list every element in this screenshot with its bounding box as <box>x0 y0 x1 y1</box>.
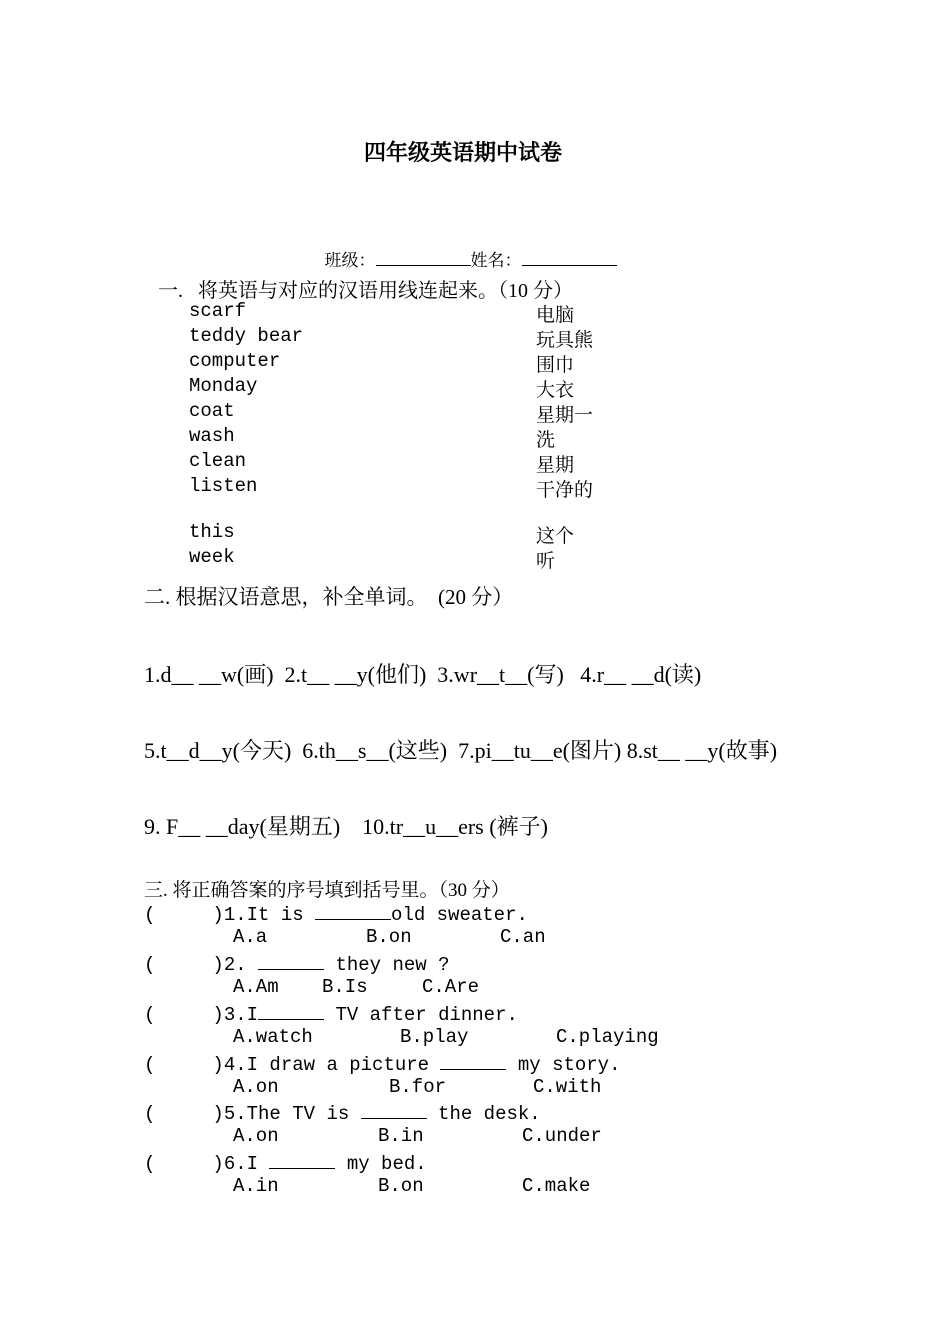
chinese-word: 这个 <box>536 526 575 547</box>
option: C.make <box>522 1175 591 1197</box>
class-blank[interactable] <box>376 247 471 266</box>
option: C.with <box>533 1076 602 1098</box>
option: B.play <box>400 1026 469 1048</box>
option: B.in <box>378 1125 424 1147</box>
question-row: ( )5.The TV is the desk. <box>144 1100 541 1125</box>
option: B.Is <box>322 976 368 998</box>
name-blank[interactable] <box>522 247 617 266</box>
option: B.on <box>378 1175 424 1197</box>
english-word: clean <box>189 450 247 472</box>
answer-blank <box>315 901 391 920</box>
question-row: ( )4.I draw a picture my story. <box>144 1051 621 1076</box>
class-label: 班级： <box>324 251 376 270</box>
question-row: ( )1.It is old sweater. <box>144 901 528 926</box>
section3-heading: 三. 将正确答案的序号填到括号里。（30 分） <box>144 880 510 901</box>
answer-paren[interactable]: ( ) <box>144 1004 224 1026</box>
english-word: this <box>189 521 235 543</box>
answer-blank <box>361 1100 427 1119</box>
option: A.Am <box>233 976 279 998</box>
answer-paren[interactable]: ( ) <box>144 1103 224 1125</box>
chinese-word: 星期 <box>536 455 575 476</box>
chinese-word: 电脑 <box>536 305 575 326</box>
chinese-word: 洗 <box>536 430 556 451</box>
english-word: Monday <box>189 375 258 397</box>
section2-heading: 二. 根据汉语意思，补全单词。 (20 分） <box>144 585 514 609</box>
option: A.in <box>233 1175 279 1197</box>
question-row: ( )3.I TV after dinner. <box>144 1001 518 1026</box>
name-label: 姓名： <box>470 251 522 270</box>
section1-heading: 一. 将英语与对应的汉语用线连起来。（10 分） <box>158 280 573 302</box>
page-title: 四年级英语期中试卷 <box>363 141 562 166</box>
english-word: teddy bear <box>189 325 304 347</box>
chinese-word: 听 <box>536 551 556 572</box>
option: A.on <box>233 1076 279 1098</box>
option: C.under <box>522 1125 602 1147</box>
student-info-line <box>316 226 617 271</box>
answer-blank <box>258 1001 324 1020</box>
fill-in-line-1: 1.d__ __w(画) 2.t__ __y(他们) 3.wr__t__(写) 4.r__ __d(读) <box>144 662 702 687</box>
option: B.on <box>366 926 412 948</box>
answer-paren[interactable]: ( ) <box>144 904 224 926</box>
fill-in-line-3: 9. F__ __day(星期五) 10.tr__u__ers (裤子) <box>144 814 548 839</box>
chinese-word: 大衣 <box>536 380 575 401</box>
english-word: wash <box>189 425 235 447</box>
english-word: scarf <box>189 300 247 322</box>
english-word: computer <box>189 350 281 372</box>
answer-paren[interactable]: ( ) <box>144 1054 224 1076</box>
answer-blank <box>440 1051 506 1070</box>
chinese-word: 围巾 <box>536 355 575 376</box>
option: C.Are <box>422 976 480 998</box>
answer-blank <box>269 1150 335 1169</box>
option: A.a <box>233 926 268 948</box>
english-word: week <box>189 546 235 568</box>
option: A.on <box>233 1125 279 1147</box>
answer-blank <box>258 951 324 970</box>
english-word: listen <box>189 475 258 497</box>
option: C.playing <box>556 1026 659 1048</box>
chinese-word: 玩具熊 <box>536 330 594 351</box>
option: C.an <box>500 926 546 948</box>
chinese-word: 干净的 <box>536 480 594 501</box>
answer-paren[interactable]: ( ) <box>144 1153 224 1175</box>
answer-paren[interactable]: ( ) <box>144 954 224 976</box>
english-word: coat <box>189 400 235 422</box>
option: A.watch <box>233 1026 313 1048</box>
fill-in-line-2: 5.t__d__y(今天) 6.th__s__(这些) 7.pi__tu__e(图片) 8.st__ __y(故事) <box>144 738 778 763</box>
option: B.for <box>389 1076 447 1098</box>
question-row: ( )6.I my bed. <box>144 1150 427 1175</box>
question-row: ( )2. they new ? <box>144 951 449 976</box>
chinese-word: 星期一 <box>536 405 594 426</box>
